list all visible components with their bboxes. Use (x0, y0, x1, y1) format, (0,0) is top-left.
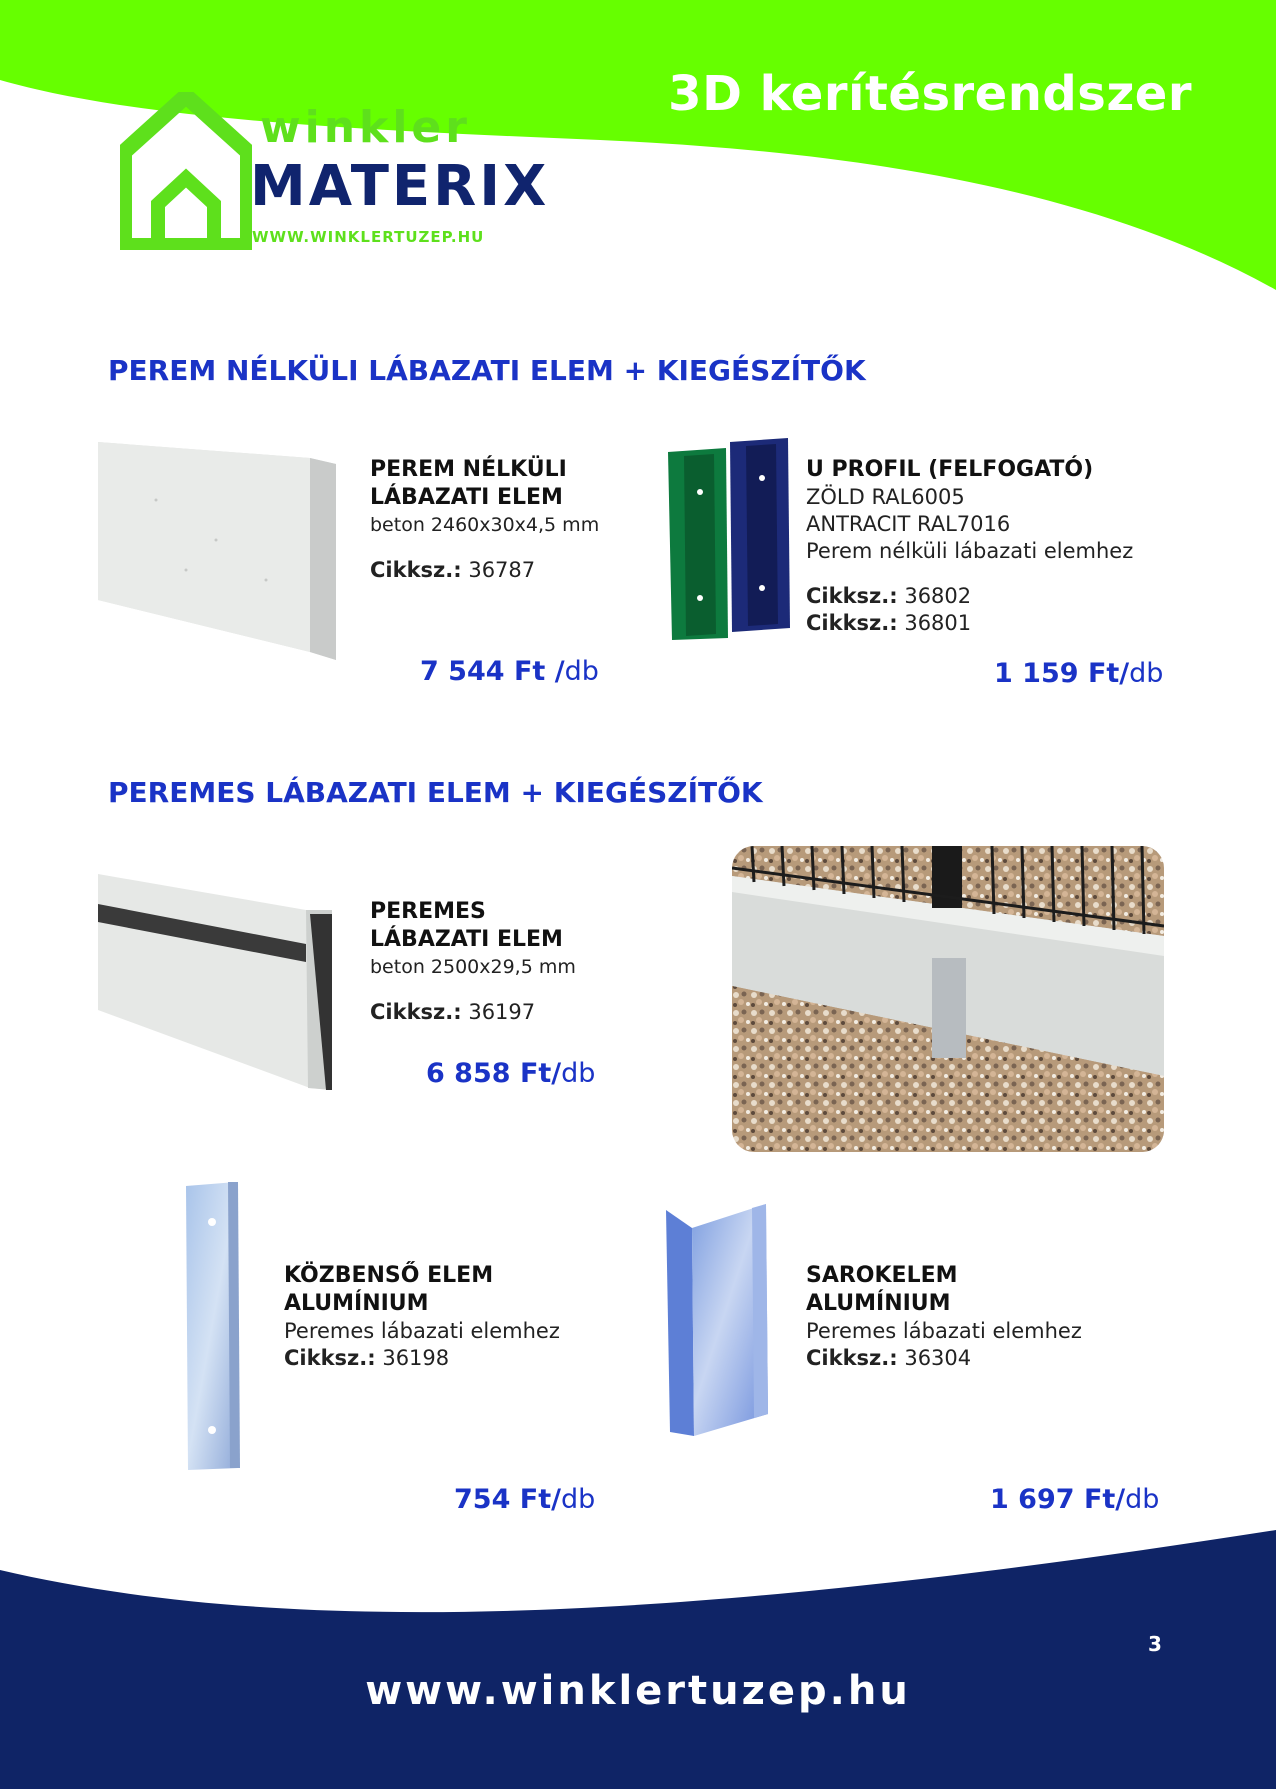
product-name-line2: ALUMÍNIUM (284, 1291, 429, 1316)
footer-website-link[interactable]: www.winklertuzep.hu (365, 1668, 911, 1714)
aluminium-corner-element-image (662, 1204, 772, 1440)
price-amount: 6 858 Ft/ (426, 1058, 562, 1089)
product-u-profil-info (806, 456, 1133, 637)
logo-brand-text: winkler (260, 102, 471, 153)
section-heading-peremes: PEREMES LÁBAZATI ELEM + KIEGÉSZÍTŐK (108, 776, 763, 809)
product-price (994, 658, 1163, 689)
product-kozbenso-info (284, 1262, 560, 1372)
price-unit: db (564, 656, 599, 687)
installation-photo (732, 846, 1164, 1152)
product-code-label: Cikksz.: (806, 1346, 898, 1370)
product-name: U PROFIL (FELFOGATÓ) (806, 457, 1094, 482)
u-profile-image (664, 438, 794, 644)
product-price (420, 656, 599, 687)
product-code-label: Cikksz.: (370, 558, 462, 582)
product-code-row (284, 1345, 560, 1372)
product-price (426, 1058, 595, 1089)
product-perem-nelkuli-info (370, 456, 599, 584)
product-code-label: Cikksz.: (284, 1346, 376, 1370)
footer-wave-background (0, 1530, 1276, 1789)
product-name-line2: LÁBAZATI ELEM (370, 927, 563, 952)
price-unit: db (1125, 1484, 1160, 1515)
aluminium-middle-element-image (182, 1180, 246, 1472)
product-usage: Peremes lábazati elemhez (806, 1319, 1082, 1343)
price-unit: db (561, 1058, 596, 1089)
product-code-label: Cikksz.: (370, 1000, 462, 1024)
product-usage: Perem nélküli lábazati elemhez (806, 539, 1134, 563)
product-usage: Peremes lábazati elemhez (284, 1319, 560, 1343)
product-code: 36787 (468, 558, 536, 582)
product-code-row-1 (806, 583, 1133, 610)
product-code-label: Cikksz.: (806, 584, 898, 608)
flanged-slab-image (96, 870, 346, 1096)
logo-url-text: WWW.WINKLERTUZEP.HU (252, 228, 485, 246)
product-spec: beton 2500x29,5 mm (370, 956, 576, 978)
price-amount: 754 Ft/ (454, 1484, 561, 1515)
product-code-row (370, 557, 599, 584)
product-name-line1: PEREM NÉLKÜLI (370, 457, 567, 482)
product-color-anthracite: ANTRACIT RAL7016 (806, 512, 1011, 536)
concrete-slab-image (96, 440, 346, 662)
price-amount: 1 697 Ft/ (990, 1484, 1126, 1515)
product-code-row (370, 999, 576, 1026)
product-name-line1: PEREMES (370, 899, 486, 924)
product-price (990, 1484, 1159, 1515)
company-logo[interactable] (120, 92, 550, 252)
product-name-line1: SAROKELEM (806, 1263, 958, 1288)
product-peremes-info (370, 898, 576, 1026)
page-title: 3D kerítésrendszer (668, 66, 1192, 122)
product-code: 36802 (904, 584, 972, 608)
product-name-line2: LÁBAZATI ELEM (370, 485, 563, 510)
price-amount: 1 159 Ft/ (994, 658, 1130, 689)
product-name-line1: KÖZBENSŐ ELEM (284, 1263, 494, 1288)
page-number: 3 (1148, 1632, 1162, 1656)
price-amount: 7 544 Ft / (420, 656, 565, 687)
product-price (454, 1484, 595, 1515)
product-name-line2: ALUMÍNIUM (806, 1291, 951, 1316)
house-icon (120, 92, 252, 250)
product-code-label: Cikksz.: (806, 611, 898, 635)
section-heading-perem-nelkuli: PEREM NÉLKÜLI LÁBAZATI ELEM + KIEGÉSZÍTŐK (108, 354, 866, 387)
product-code-row (806, 1345, 1082, 1372)
product-code: 36197 (468, 1000, 536, 1024)
price-unit: db (560, 1484, 596, 1515)
product-spec: beton 2460x30x4,5 mm (370, 514, 600, 536)
price-unit: db (1129, 658, 1164, 689)
product-code: 36198 (382, 1346, 450, 1370)
product-code: 36304 (904, 1346, 972, 1370)
product-code: 36801 (904, 611, 972, 635)
product-sarokelem-info (806, 1262, 1082, 1372)
logo-name-text: MATERIX (250, 154, 550, 219)
product-code-row-2 (806, 610, 1133, 637)
product-color-green: ZÖLD RAL6005 (806, 485, 965, 509)
